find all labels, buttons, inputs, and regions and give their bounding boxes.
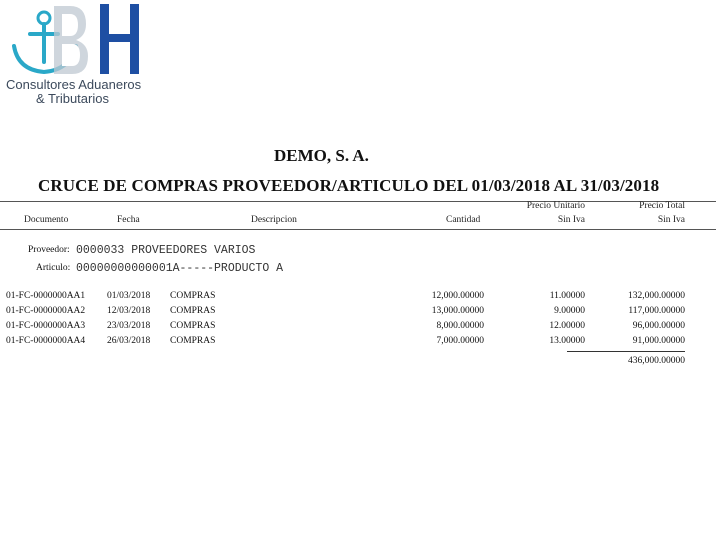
company-name: DEMO, S. A. [274, 146, 369, 165]
row-precio-unitario: 9.00000 [554, 306, 585, 316]
proveedor-label: Proveedor: [28, 245, 70, 255]
row-documento: 01-FC-0000000AA4 [6, 336, 86, 346]
total-rule [567, 351, 685, 352]
logo-line-1: Consultores Aduaneros [6, 77, 142, 92]
col-header-cantidad: Cantidad [446, 215, 481, 225]
row-cantidad: 12,000.00000 [431, 291, 484, 301]
row-fecha: 12/03/2018 [107, 306, 151, 316]
col-header-precio-unitario-sub: Sin Iva [557, 215, 585, 225]
row-precio-total: 96,000.00000 [632, 321, 685, 331]
row-fecha: 26/03/2018 [107, 336, 151, 346]
row-fecha: 01/03/2018 [107, 291, 151, 301]
proveedor-value: 0000033 PROVEEDORES VARIOS [76, 244, 256, 257]
row-precio-total: 132,000.00000 [628, 291, 685, 301]
row-precio-unitario: 11.00000 [549, 291, 585, 301]
col-header-precio-total-sub: Sin Iva [657, 215, 685, 225]
row-cantidad: 8,000.00000 [436, 321, 484, 331]
row-descripcion: COMPRAS [170, 321, 216, 331]
row-precio-total: 91,000.00000 [632, 336, 685, 346]
logo-caption [6, 78, 141, 106]
row-descripcion: COMPRAS [170, 291, 216, 301]
row-descripcion: COMPRAS [170, 336, 216, 346]
logo-line-2: & Tributarios [36, 91, 109, 106]
grand-total: 436,000.00000 [628, 356, 685, 366]
row-documento: 01-FC-0000000AA3 [6, 321, 86, 331]
row-descripcion: COMPRAS [170, 306, 216, 316]
articulo-value: 00000000000001A-----PRODUCTO A [76, 262, 284, 275]
row-precio-unitario: 13.00000 [549, 336, 585, 346]
row-precio-unitario: 12.00000 [549, 321, 585, 331]
col-header-descripcion: Descripcion [251, 215, 297, 225]
col-header-documento: Documento [24, 215, 69, 225]
row-precio-total: 117,000.00000 [628, 306, 685, 316]
col-header-precio-unitario: Precio Unitario [526, 201, 585, 211]
row-cantidad: 13,000.00000 [431, 306, 484, 316]
header-bottom-rule [0, 229, 716, 230]
report-title: CRUCE DE COMPRAS PROVEEDOR/ARTICULO DEL 01/03/2018 AL 31/03/2018 [38, 176, 660, 195]
col-header-precio-total: Precio Total [639, 201, 685, 211]
articulo-label: Articulo: [36, 263, 71, 273]
row-cantidad: 7,000.00000 [436, 336, 484, 346]
row-documento: 01-FC-0000000AA1 [6, 291, 86, 301]
col-header-fecha: Fecha [117, 215, 140, 225]
row-fecha: 23/03/2018 [107, 321, 151, 331]
row-documento: 01-FC-0000000AA2 [6, 306, 86, 316]
